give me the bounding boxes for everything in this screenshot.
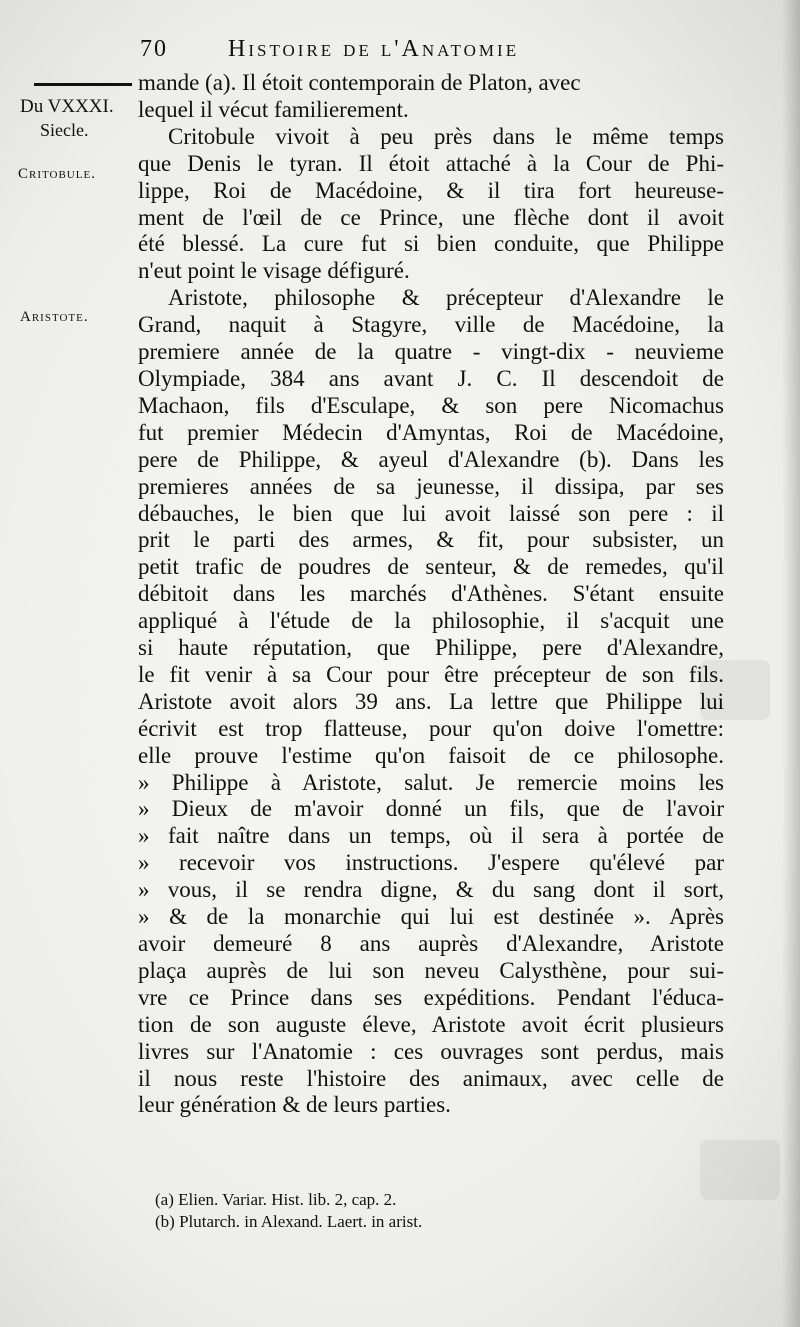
- text-line: petit trafic de poudres de senteur, & de remedes, qu'il: [138, 554, 724, 580]
- text-line: été blessé. La cure fut si bien conduite, que Philippe: [138, 231, 724, 257]
- text-line: vre ce Prince dans ses expéditions. Pendant l'éduca-: [138, 984, 724, 1010]
- text-line: Machaon, fils d'Esculape, & son pere Nicomachus: [138, 392, 724, 418]
- footnote-a: (a) Elien. Variar. Hist. lib. 2, cap. 2.: [155, 1190, 397, 1209]
- text-line: si haute réputation, que Philippe, pere d'Alexandre,: [138, 635, 724, 661]
- text-line: mande (a). Il étoit contemporain de Platon, avec: [138, 70, 581, 95]
- text-line: leur génération & de leurs parties.: [138, 1092, 451, 1118]
- text-line: Grand, naquit à Stagyre, ville de Macédoine, la: [138, 312, 724, 338]
- body-text: [138, 70, 724, 1119]
- running-title: Histoire de l'Anatomie: [228, 36, 520, 62]
- text-line: Critobule vivoit à peu près dans le même temps: [168, 123, 724, 149]
- text-line: premieres années de sa jeunesse, il dissipa, par ses: [138, 473, 724, 499]
- footnote-b: (b) Plutarch. in Alexand. Laert. in arist.: [155, 1212, 423, 1231]
- page-edge-shadow: [782, 0, 800, 1327]
- text-line: ment de l'œil de ce Prince, une flèche dont il avoit: [138, 204, 724, 230]
- margin-note-century: Du VXXXI.: [20, 96, 114, 117]
- text-line: plaça auprès de lui son neveu Calysthène, pour sui-: [138, 957, 724, 983]
- text-line: fut premier Médecin d'Amyntas, Roi de Macédoine,: [138, 419, 724, 445]
- text-line: Aristote avoit alors 39 ans. La lettre que Philippe lui: [138, 688, 724, 714]
- text-line: » fait naître dans un temps, où il sera à portée de: [138, 823, 724, 849]
- text-line: écrivit est trop flatteuse, pour qu'on doive l'omettre:: [138, 715, 724, 741]
- text-line: débitoit dans les marchés d'Athènes. S'étant ensuite: [138, 581, 724, 607]
- page-number: 70: [140, 36, 168, 62]
- text-line: que Denis le tyran. Il étoit attaché à la Cour de Phi-: [138, 150, 724, 176]
- text-line: tion de son auguste éleve, Aristote avoit écrit plusieurs: [138, 1011, 724, 1037]
- text-line: » recevoir vos instructions. J'espere qu'élevé par: [138, 850, 724, 876]
- text-line: Olympiade, 384 ans avant J. C. Il descendoit de: [138, 365, 724, 391]
- text-line: avoir demeuré 8 ans auprès d'Alexandre, Aristote: [138, 931, 724, 956]
- text-line: n'eut point le visage défiguré.: [138, 258, 410, 284]
- text-line: elle prouve l'estime qu'on faisoit de ce philosophe.: [138, 742, 724, 768]
- margin-note-century-siecle: Siecle.: [40, 120, 89, 140]
- text-line: il nous reste l'histoire des animaux, avec celle de: [138, 1065, 724, 1091]
- text-line: » vous, il se rendra digne, & du sang dont il sort,: [138, 877, 724, 903]
- text-line: prit le parti des armes, & fit, pour subsister, un: [138, 527, 724, 553]
- text-line: lippe, Roi de Macédoine, & il tira fort heureuse-: [138, 177, 724, 203]
- text-line: » & de la monarchie qui lui est destinée ». Après: [138, 904, 724, 930]
- text-line: appliqué à l'étude de la philosophie, il s'acquit une: [138, 608, 724, 634]
- text-line: lequel il vécut familierement.: [138, 96, 409, 122]
- text-line: » Dieux de m'avoir donné un fils, que de l'avoir: [138, 796, 724, 822]
- text-line: le fit venir à sa Cour pour être précepteur de son fils.: [138, 661, 724, 687]
- margin-note-aristote: Aristote.: [20, 309, 89, 325]
- margin-rule: [34, 83, 132, 86]
- text-line: débauches, le bien que lui avoit laissé son pere : il: [138, 500, 724, 526]
- text-line: livres sur l'Anatomie : ces ouvrages sont perdus, mais: [138, 1038, 724, 1064]
- running-head: [140, 36, 750, 66]
- text-line: premiere année de la quatre - vingt-dix - neuvieme: [138, 339, 724, 365]
- footnotes: [155, 1189, 715, 1233]
- text-line: Aristote, philosophe & précepteur d'Alexandre le: [168, 285, 724, 311]
- margin-note-critobule: Critobule.: [18, 166, 96, 182]
- text-line: pere de Philippe, & ayeul d'Alexandre (b). Dans les: [138, 446, 724, 472]
- text-line: » Philippe à Aristote, salut. Je remercie moins les: [138, 769, 724, 795]
